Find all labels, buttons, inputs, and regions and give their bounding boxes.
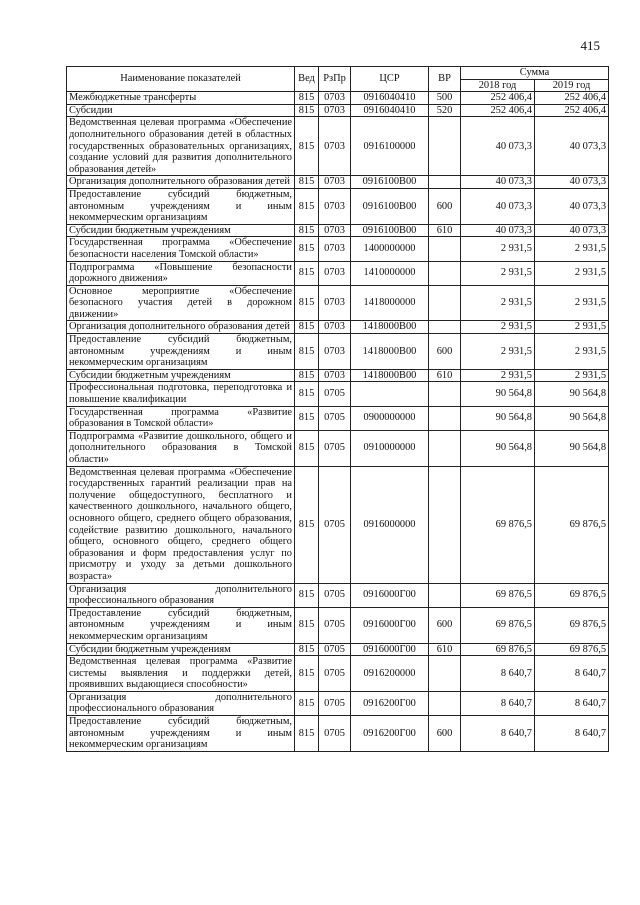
cell-csr: 0916200000 bbox=[351, 656, 429, 692]
table-row bbox=[67, 224, 609, 237]
cell-ved: 815 bbox=[295, 369, 319, 382]
cell-vr: 600 bbox=[429, 716, 461, 752]
cell-csr: 1410000000 bbox=[351, 261, 429, 285]
cell-vr: 600 bbox=[429, 334, 461, 370]
cell-name: Организация дополнительного профессионального образования bbox=[67, 691, 295, 715]
cell-2018: 2 931,5 bbox=[461, 369, 535, 382]
cell-rzpr: 0705 bbox=[319, 583, 351, 607]
cell-name: Профессиональная подготовка, переподготовка и повышение квалификации bbox=[67, 382, 295, 406]
cell-rzpr: 0705 bbox=[319, 607, 351, 643]
table-row bbox=[67, 382, 609, 406]
cell-vr bbox=[429, 176, 461, 189]
cell-2019: 40 073,3 bbox=[535, 176, 609, 189]
cell-name: Субсидии бюджетным учреждениям bbox=[67, 224, 295, 237]
cell-csr: 0916000Г00 bbox=[351, 607, 429, 643]
table-row bbox=[67, 117, 609, 176]
cell-2018: 2 931,5 bbox=[461, 237, 535, 261]
cell-2019: 252 406,4 bbox=[535, 104, 609, 117]
cell-2019: 40 073,3 bbox=[535, 224, 609, 237]
cell-2019: 2 931,5 bbox=[535, 237, 609, 261]
cell-name: Основное мероприятие «Обеспечение безопасного участия детей в дорожном движении» bbox=[67, 285, 295, 321]
cell-csr: 0916100В00 bbox=[351, 224, 429, 237]
cell-2019: 252 406,4 bbox=[535, 92, 609, 105]
header-2019: 2019 год bbox=[535, 79, 609, 92]
cell-2018: 69 876,5 bbox=[461, 607, 535, 643]
table-row bbox=[67, 104, 609, 117]
cell-2019: 40 073,3 bbox=[535, 188, 609, 224]
cell-ved: 815 bbox=[295, 607, 319, 643]
cell-name: Организация дополнительного образования детей bbox=[67, 321, 295, 334]
cell-csr: 1418000000 bbox=[351, 285, 429, 321]
cell-vr bbox=[429, 285, 461, 321]
cell-csr: 0910000000 bbox=[351, 430, 429, 466]
cell-rzpr: 0705 bbox=[319, 406, 351, 430]
cell-csr: 0916100000 bbox=[351, 117, 429, 176]
cell-rzpr: 0705 bbox=[319, 716, 351, 752]
cell-vr bbox=[429, 382, 461, 406]
cell-ved: 815 bbox=[295, 430, 319, 466]
cell-name: Субсидии bbox=[67, 104, 295, 117]
cell-2018: 2 931,5 bbox=[461, 261, 535, 285]
cell-2019: 69 876,5 bbox=[535, 466, 609, 583]
cell-csr: 0916000Г00 bbox=[351, 643, 429, 656]
cell-csr bbox=[351, 382, 429, 406]
cell-vr bbox=[429, 117, 461, 176]
cell-rzpr: 0703 bbox=[319, 117, 351, 176]
cell-name: Предоставление субсидий бюджетным, автономным учреждениям и иным некоммерческим организациям bbox=[67, 607, 295, 643]
table-row bbox=[67, 176, 609, 189]
cell-2019: 2 931,5 bbox=[535, 261, 609, 285]
cell-name: Субсидии бюджетным учреждениям bbox=[67, 369, 295, 382]
table-row bbox=[67, 406, 609, 430]
cell-ved: 815 bbox=[295, 716, 319, 752]
cell-ved: 815 bbox=[295, 104, 319, 117]
cell-2018: 69 876,5 bbox=[461, 466, 535, 583]
cell-name: Ведомственная целевая программа «Обеспечение дополнительного образования детей в областных государственных образовательных организациях, создание условий для развития дополнительного образования детей» bbox=[67, 117, 295, 176]
cell-name: Предоставление субсидий бюджетным, автономным учреждениям и иным некоммерческим организациям bbox=[67, 334, 295, 370]
cell-2019: 8 640,7 bbox=[535, 716, 609, 752]
cell-ved: 815 bbox=[295, 382, 319, 406]
table-row bbox=[67, 369, 609, 382]
table-row bbox=[67, 430, 609, 466]
cell-name: Межбюджетные трансферты bbox=[67, 92, 295, 105]
budget-table bbox=[66, 66, 609, 752]
cell-2018: 2 931,5 bbox=[461, 285, 535, 321]
cell-rzpr: 0703 bbox=[319, 188, 351, 224]
cell-rzpr: 0703 bbox=[319, 334, 351, 370]
cell-vr: 610 bbox=[429, 643, 461, 656]
cell-2019: 2 931,5 bbox=[535, 321, 609, 334]
cell-rzpr: 0703 bbox=[319, 285, 351, 321]
cell-name: Организация дополнительного образования детей bbox=[67, 176, 295, 189]
cell-ved: 815 bbox=[295, 237, 319, 261]
cell-vr bbox=[429, 237, 461, 261]
cell-csr: 0900000000 bbox=[351, 406, 429, 430]
cell-csr: 0916000Г00 bbox=[351, 583, 429, 607]
cell-ved: 815 bbox=[295, 117, 319, 176]
cell-ved: 815 bbox=[295, 406, 319, 430]
cell-2018: 40 073,3 bbox=[461, 117, 535, 176]
cell-ved: 815 bbox=[295, 656, 319, 692]
header-sum: Сумма bbox=[461, 67, 609, 80]
cell-2018: 69 876,5 bbox=[461, 583, 535, 607]
table-row bbox=[67, 237, 609, 261]
cell-rzpr: 0705 bbox=[319, 466, 351, 583]
cell-ved: 815 bbox=[295, 466, 319, 583]
cell-csr: 1418000В00 bbox=[351, 321, 429, 334]
cell-2018: 8 640,7 bbox=[461, 656, 535, 692]
cell-name: Ведомственная целевая программа «Обеспечение государственных гарантий реализации прав на получение общедоступного, бесплатного и качественного дошкольного, начального общего, основного общего, среднего общего образования, содействие развитию дошкольного, начального общего, основного общего, среднего общего образования и форм предоставления услуг по присмотру и уходу за детьми дошкольного возраста» bbox=[67, 466, 295, 583]
cell-csr: 0916100В00 bbox=[351, 188, 429, 224]
cell-name: Ведомственная целевая программа «Развитие системы выявления и поддержки детей, проявивших выдающиеся способности» bbox=[67, 656, 295, 692]
cell-ved: 815 bbox=[295, 261, 319, 285]
cell-vr bbox=[429, 261, 461, 285]
cell-rzpr: 0703 bbox=[319, 224, 351, 237]
cell-vr bbox=[429, 656, 461, 692]
table-row bbox=[67, 321, 609, 334]
table-row bbox=[67, 334, 609, 370]
cell-2019: 8 640,7 bbox=[535, 656, 609, 692]
cell-2019: 90 564,8 bbox=[535, 406, 609, 430]
table-row bbox=[67, 583, 609, 607]
cell-2018: 69 876,5 bbox=[461, 643, 535, 656]
cell-2019: 90 564,8 bbox=[535, 382, 609, 406]
cell-vr: 520 bbox=[429, 104, 461, 117]
cell-vr: 600 bbox=[429, 188, 461, 224]
cell-csr: 0916040410 bbox=[351, 104, 429, 117]
cell-rzpr: 0703 bbox=[319, 321, 351, 334]
cell-2018: 40 073,3 bbox=[461, 224, 535, 237]
cell-vr bbox=[429, 691, 461, 715]
cell-2019: 2 931,5 bbox=[535, 334, 609, 370]
cell-rzpr: 0703 bbox=[319, 237, 351, 261]
cell-2019: 90 564,8 bbox=[535, 430, 609, 466]
cell-2018: 40 073,3 bbox=[461, 176, 535, 189]
cell-rzpr: 0705 bbox=[319, 691, 351, 715]
cell-csr: 1418000В00 bbox=[351, 369, 429, 382]
cell-2018: 2 931,5 bbox=[461, 334, 535, 370]
cell-csr: 0916200Г00 bbox=[351, 691, 429, 715]
cell-name: Организация дополнительного профессионального образования bbox=[67, 583, 295, 607]
header-2018: 2018 год bbox=[461, 79, 535, 92]
cell-2019: 69 876,5 bbox=[535, 583, 609, 607]
cell-2018: 90 564,8 bbox=[461, 430, 535, 466]
cell-vr bbox=[429, 583, 461, 607]
cell-csr: 1418000В00 bbox=[351, 334, 429, 370]
cell-name: Предоставление субсидий бюджетным, автономным учреждениям и иным некоммерческим организациям bbox=[67, 716, 295, 752]
cell-ved: 815 bbox=[295, 188, 319, 224]
cell-csr: 0916040410 bbox=[351, 92, 429, 105]
table-row bbox=[67, 607, 609, 643]
cell-2019: 40 073,3 bbox=[535, 117, 609, 176]
cell-vr: 600 bbox=[429, 607, 461, 643]
table-row bbox=[67, 656, 609, 692]
header-ved: Вед bbox=[295, 67, 319, 92]
cell-ved: 815 bbox=[295, 334, 319, 370]
cell-2018: 90 564,8 bbox=[461, 406, 535, 430]
cell-rzpr: 0703 bbox=[319, 92, 351, 105]
header-name: Наименование показателей bbox=[67, 67, 295, 92]
cell-2018: 8 640,7 bbox=[461, 716, 535, 752]
cell-ved: 815 bbox=[295, 92, 319, 105]
cell-csr: 0916100В00 bbox=[351, 176, 429, 189]
header-csr: ЦСР bbox=[351, 67, 429, 92]
cell-name: Государственная программа «Развитие образования в Томской области» bbox=[67, 406, 295, 430]
cell-ved: 815 bbox=[295, 224, 319, 237]
cell-rzpr: 0705 bbox=[319, 643, 351, 656]
cell-rzpr: 0705 bbox=[319, 656, 351, 692]
cell-rzpr: 0703 bbox=[319, 369, 351, 382]
cell-name: Подпрограмма «Повышение безопасности дорожного движения» bbox=[67, 261, 295, 285]
cell-2019: 2 931,5 bbox=[535, 285, 609, 321]
cell-ved: 815 bbox=[295, 583, 319, 607]
cell-2018: 252 406,4 bbox=[461, 104, 535, 117]
cell-2019: 2 931,5 bbox=[535, 369, 609, 382]
cell-name: Подпрограмма «Развитие дошкольного, общего и дополнительного образования в Томской области» bbox=[67, 430, 295, 466]
table-row bbox=[67, 691, 609, 715]
cell-2019: 69 876,5 bbox=[535, 607, 609, 643]
cell-ved: 815 bbox=[295, 285, 319, 321]
cell-2018: 8 640,7 bbox=[461, 691, 535, 715]
header-vr: ВР bbox=[429, 67, 461, 92]
cell-rzpr: 0703 bbox=[319, 104, 351, 117]
cell-vr bbox=[429, 321, 461, 334]
cell-ved: 815 bbox=[295, 321, 319, 334]
cell-vr: 610 bbox=[429, 369, 461, 382]
cell-csr: 0916200Г00 bbox=[351, 716, 429, 752]
table-row bbox=[67, 188, 609, 224]
cell-2018: 2 931,5 bbox=[461, 321, 535, 334]
cell-csr: 1400000000 bbox=[351, 237, 429, 261]
table-body bbox=[67, 92, 609, 752]
table-row bbox=[67, 261, 609, 285]
cell-2018: 90 564,8 bbox=[461, 382, 535, 406]
cell-ved: 815 bbox=[295, 643, 319, 656]
header-rzpr: РзПр bbox=[319, 67, 351, 92]
table-row bbox=[67, 466, 609, 583]
cell-2018: 252 406,4 bbox=[461, 92, 535, 105]
cell-rzpr: 0705 bbox=[319, 382, 351, 406]
cell-name: Субсидии бюджетным учреждениям bbox=[67, 643, 295, 656]
table-row bbox=[67, 285, 609, 321]
cell-2019: 8 640,7 bbox=[535, 691, 609, 715]
table-row bbox=[67, 92, 609, 105]
cell-vr: 500 bbox=[429, 92, 461, 105]
cell-ved: 815 bbox=[295, 176, 319, 189]
cell-ved: 815 bbox=[295, 691, 319, 715]
cell-rzpr: 0703 bbox=[319, 261, 351, 285]
page-number: 415 bbox=[580, 38, 600, 53]
cell-2018: 40 073,3 bbox=[461, 188, 535, 224]
cell-vr bbox=[429, 406, 461, 430]
cell-vr bbox=[429, 466, 461, 583]
cell-2019: 69 876,5 bbox=[535, 643, 609, 656]
cell-csr: 0916000000 bbox=[351, 466, 429, 583]
cell-rzpr: 0703 bbox=[319, 176, 351, 189]
cell-name: Государственная программа «Обеспечение безопасности населения Томской области» bbox=[67, 237, 295, 261]
cell-vr: 610 bbox=[429, 224, 461, 237]
cell-vr bbox=[429, 430, 461, 466]
cell-rzpr: 0705 bbox=[319, 430, 351, 466]
table-row bbox=[67, 716, 609, 752]
cell-name: Предоставление субсидий бюджетным, автономным учреждениям и иным некоммерческим организациям bbox=[67, 188, 295, 224]
table-row bbox=[67, 643, 609, 656]
